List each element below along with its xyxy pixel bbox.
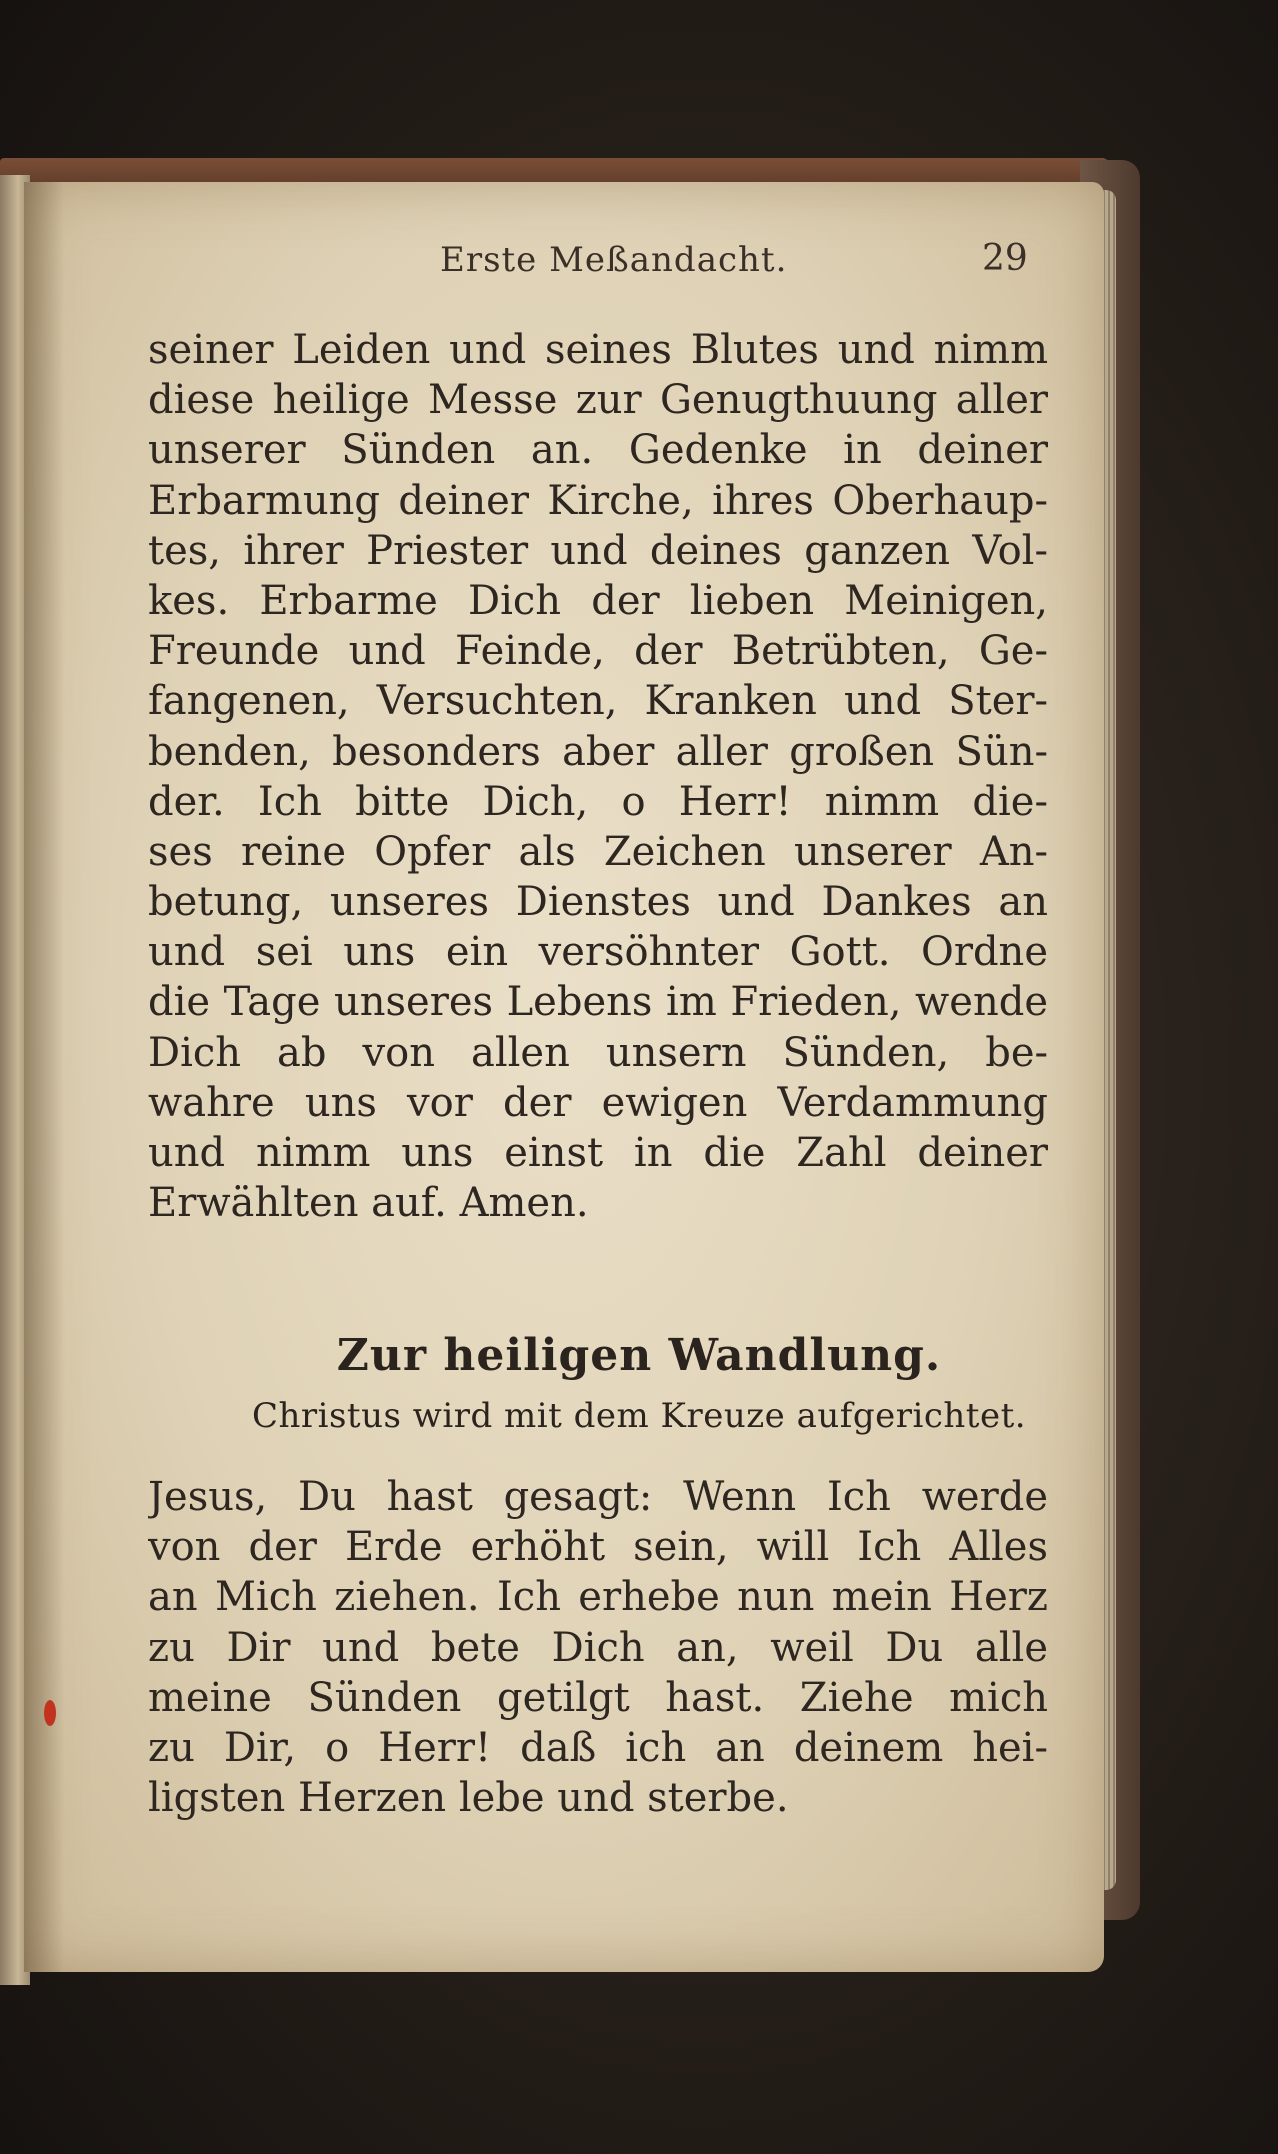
text-line: fangenen, Versuchten, Kranken und Ster- [148, 678, 1048, 725]
paragraph-1 [148, 325, 1048, 1228]
text-line: Jesus, Du hast gesagt: Wenn Ich werde [148, 1474, 1048, 1520]
text-line: Erwählten auf. Amen. [148, 1180, 589, 1227]
text-line: zu Dir und bete Dich an, weil Du alle [148, 1624, 1048, 1671]
section-heading: Zur heiligen Wandlung. [336, 1330, 942, 1381]
text-line: unserer Sünden an. Gedenke in deiner [148, 427, 1048, 474]
text-line: ses reine Opfer als Zeichen unserer An- [148, 828, 1048, 875]
text-line: diese heilige Messe zur Genugthuung aller [148, 377, 1048, 424]
text-line: und sei uns ein versöhnter Gott. Ordne [148, 929, 1048, 976]
text-line: betung, unseres Dienstes und Dankes an [148, 879, 1048, 926]
text-line: tes, ihrer Priester und deines ganzen Vol- [148, 527, 1048, 574]
text-line: wahre uns vor der ewigen Verdammung [148, 1079, 1048, 1126]
text-line: die Tage unseres Lebens im Frieden, wende [148, 979, 1048, 1026]
red-ink-mark [44, 1700, 56, 1726]
text-line: seiner Leiden und seines Blutes und nimm [148, 327, 1048, 373]
text-line: kes. Erbarme Dich der lieben Meinigen, [148, 577, 1048, 624]
text-line: Erbarmung deiner Kirche, ihres Oberhaup- [148, 477, 1048, 524]
page-gutter-shadow [24, 182, 64, 1972]
text-line: benden, besonders aber aller großen Sün- [148, 728, 1048, 775]
text-line: zu Dir, o Herr! daß ich an deinem hei- [148, 1724, 1048, 1771]
section-subheading: Christus wird mit dem Kreuze aufgerichtet. [251, 1396, 1027, 1436]
paragraph-2 [148, 1472, 1048, 1823]
text-line: meine Sünden getilgt hast. Ziehe mich [148, 1674, 1048, 1721]
text-line: Freunde und Feinde, der Betrübten, Ge- [148, 628, 1048, 675]
text-line: an Mich ziehen. Ich erhebe nun mein Herz [148, 1574, 1048, 1621]
text-line: Dich ab von allen unsern Sünden, be- [148, 1029, 1048, 1076]
running-head: Erste Meßandacht. [440, 240, 788, 280]
text-line: von der Erde erhöht sein, will Ich Alles [148, 1524, 1048, 1571]
page-number: 29 [982, 238, 1028, 279]
text-line: ligsten Herzen lebe und sterbe. [148, 1775, 789, 1822]
text-line: der. Ich bitte Dich, o Herr! nimm die- [148, 778, 1048, 825]
text-line: und nimm uns einst in die Zahl deiner [148, 1130, 1048, 1176]
